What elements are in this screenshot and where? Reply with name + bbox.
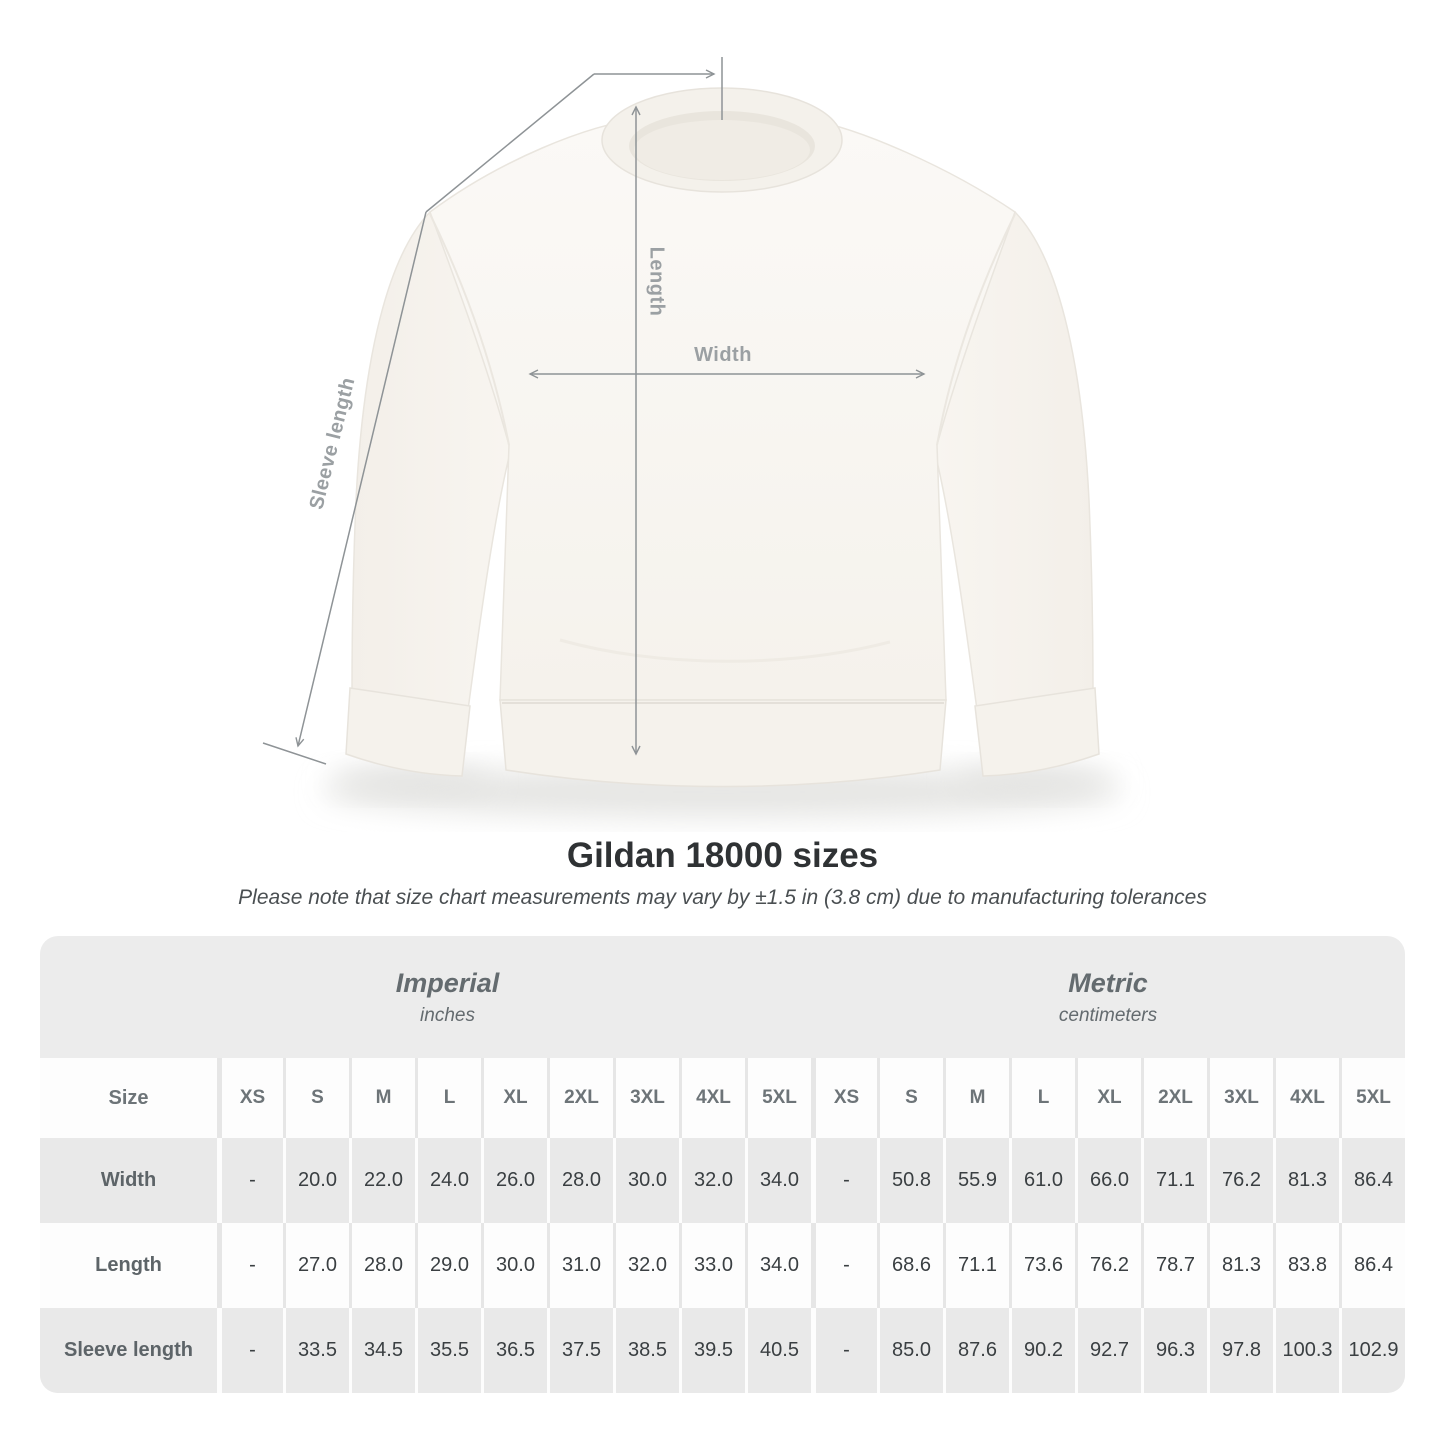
size-header-cell: XL	[481, 1058, 547, 1138]
size-header-cell: XL	[1075, 1058, 1141, 1138]
measurement-cell: 37.5	[547, 1308, 613, 1393]
measurement-cell: -	[217, 1138, 283, 1223]
metric-label: Metric	[1068, 967, 1148, 998]
measurement-cell: 92.7	[1075, 1308, 1141, 1393]
measurement-cell: 96.3	[1141, 1308, 1207, 1393]
size-header-cell: L	[1009, 1058, 1075, 1138]
size-header-cell: 2XL	[547, 1058, 613, 1138]
measurement-cell: 38.5	[613, 1308, 679, 1393]
cuff-tick-line	[263, 743, 326, 764]
measurement-cell: 35.5	[415, 1308, 481, 1393]
measurement-cell: 32.0	[613, 1223, 679, 1308]
row-label: Sleeve length	[40, 1308, 217, 1393]
measurement-cell: -	[217, 1308, 283, 1393]
size-header-cell: 3XL	[1207, 1058, 1273, 1138]
measurement-cell: 73.6	[1009, 1223, 1075, 1308]
measurement-cell: 76.2	[1075, 1223, 1141, 1308]
size-header-cell: 2XL	[1141, 1058, 1207, 1138]
measurement-cell: 81.3	[1207, 1223, 1273, 1308]
measurement-cell: 87.6	[943, 1308, 1009, 1393]
size-column-header: Size	[40, 1058, 217, 1138]
tolerance-note: Please note that size chart measurements may vary by ±1.5 in (3.8 cm) due to manufacturing tolerances	[238, 886, 1207, 909]
measurement-cell: 29.0	[415, 1223, 481, 1308]
measurement-cell: 68.6	[877, 1223, 943, 1308]
size-header-cell: XS	[217, 1058, 283, 1138]
width-measure-label: Width	[694, 344, 752, 366]
measurement-cell: 76.2	[1207, 1138, 1273, 1223]
sleeve-length-measure-label: Sleeve length	[305, 375, 360, 512]
measurement-cell: 30.0	[613, 1138, 679, 1223]
measurement-cell: -	[217, 1223, 283, 1308]
measurement-cell: 55.9	[943, 1138, 1009, 1223]
measurement-cell: 83.8	[1273, 1223, 1339, 1308]
measurement-cell: 71.1	[943, 1223, 1009, 1308]
measurement-cell: 90.2	[1009, 1308, 1075, 1393]
imperial-unit-header	[62, 936, 833, 1058]
measurement-cell: 36.5	[481, 1308, 547, 1393]
measurement-cell: 39.5	[679, 1308, 745, 1393]
measurement-cell: 28.0	[547, 1138, 613, 1223]
length-measure-label: Length	[645, 246, 668, 317]
waistband	[500, 700, 946, 787]
size-header-cell: 5XL	[745, 1058, 811, 1138]
row-label: Length	[40, 1223, 217, 1308]
measurement-cell: 78.7	[1141, 1223, 1207, 1308]
measurement-cell: 50.8	[877, 1138, 943, 1223]
size-grid	[40, 1058, 1405, 1393]
measurement-cell: 30.0	[481, 1223, 547, 1308]
measurement-cell: 34.5	[349, 1308, 415, 1393]
measurement-cell: 28.0	[349, 1223, 415, 1308]
metric-unit-header	[811, 936, 1405, 1058]
measurement-cell: 97.8	[1207, 1308, 1273, 1393]
measurement-cell: 71.1	[1141, 1138, 1207, 1223]
measurement-cell: 66.0	[1075, 1138, 1141, 1223]
measurement-cell: 102.9	[1339, 1308, 1405, 1393]
size-header-cell: S	[877, 1058, 943, 1138]
measurement-cell: -	[811, 1138, 877, 1223]
measurement-cell: 33.5	[283, 1308, 349, 1393]
size-header-cell: 4XL	[679, 1058, 745, 1138]
measurement-cell: 34.0	[745, 1223, 811, 1308]
size-header-cell: M	[943, 1058, 1009, 1138]
measurement-cell: 32.0	[679, 1138, 745, 1223]
collar-inside-back	[634, 120, 810, 180]
imperial-label: Imperial	[395, 967, 500, 998]
measurement-cell: 33.0	[679, 1223, 745, 1308]
imperial-unit: inches	[420, 1004, 475, 1026]
size-header-cell: XS	[811, 1058, 877, 1138]
size-header-cell: 5XL	[1339, 1058, 1405, 1138]
measurement-cell: 24.0	[415, 1138, 481, 1223]
measurement-cell: 81.3	[1273, 1138, 1339, 1223]
measurement-cell: 40.5	[745, 1308, 811, 1393]
measurement-cell: 86.4	[1339, 1223, 1405, 1308]
size-header-cell: S	[283, 1058, 349, 1138]
measurement-cell: 22.0	[349, 1138, 415, 1223]
size-header-cell: L	[415, 1058, 481, 1138]
measurement-cell: 34.0	[745, 1138, 811, 1223]
metric-unit: centimeters	[1058, 1004, 1158, 1026]
measurement-cell: -	[811, 1223, 877, 1308]
measurement-cell: 20.0	[283, 1138, 349, 1223]
measurement-cell: 26.0	[481, 1138, 547, 1223]
unit-header-row	[40, 936, 1405, 1058]
size-header-cell: 4XL	[1273, 1058, 1339, 1138]
measurement-cell: 86.4	[1339, 1138, 1405, 1223]
measurement-cell: 27.0	[283, 1223, 349, 1308]
size-header-cell: M	[349, 1058, 415, 1138]
sweatshirt-body	[430, 119, 1015, 700]
row-label: Width	[40, 1138, 217, 1223]
measurement-cell: -	[811, 1308, 877, 1393]
size-table	[40, 936, 1405, 1393]
page-title: Gildan 18000 sizes	[566, 836, 879, 875]
size-header-cell: 3XL	[613, 1058, 679, 1138]
measurement-cell: 31.0	[547, 1223, 613, 1308]
measurement-cell: 85.0	[877, 1308, 943, 1393]
measurement-cell: 100.3	[1273, 1308, 1339, 1393]
measurement-cell: 61.0	[1009, 1138, 1075, 1223]
